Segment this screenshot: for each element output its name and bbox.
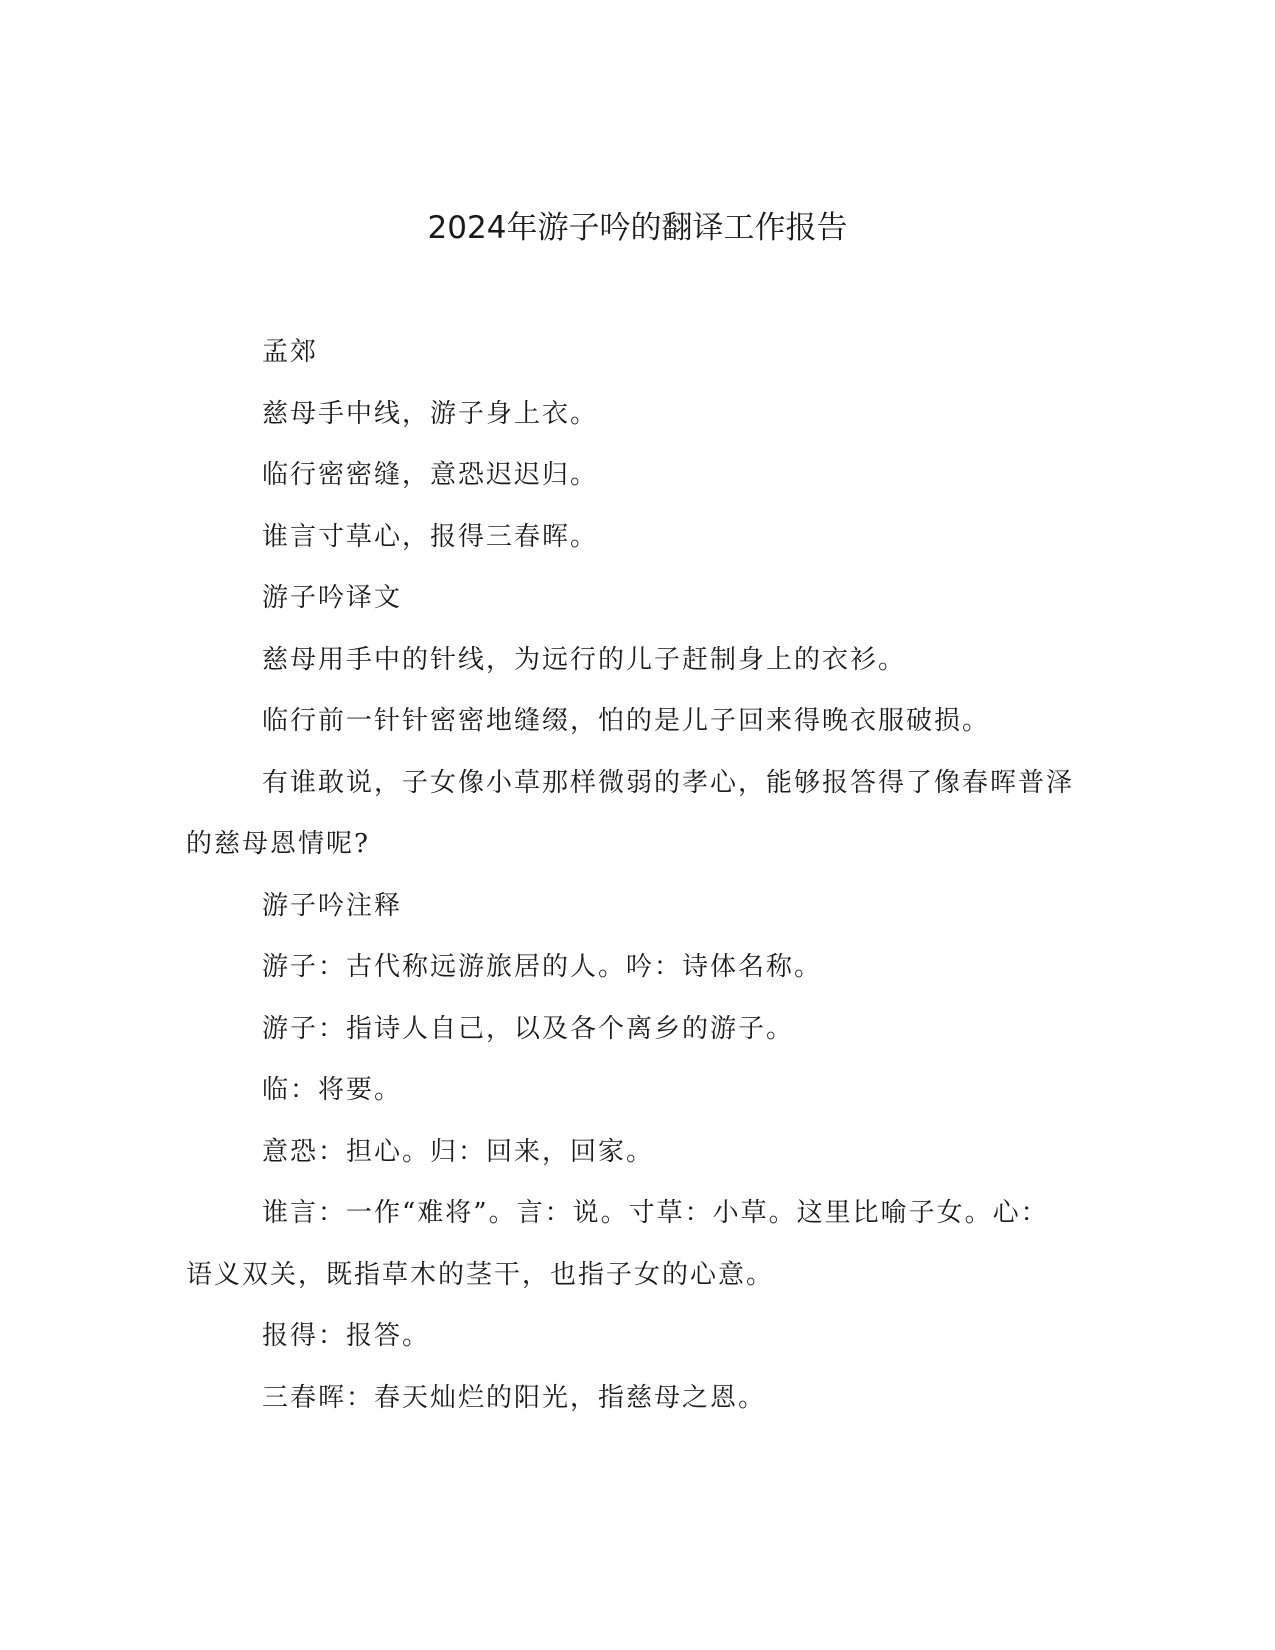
note-paragraph: 报得：报答。 (262, 1321, 431, 1351)
translation-paragraph: 慈母用手中的针线，为远行的儿子赶制身上的衣衫。 (262, 644, 907, 675)
note-paragraph: 临：将要。 (262, 1075, 403, 1105)
poem-line-3: 谁言寸草心，报得三春晖。 (262, 521, 599, 552)
author-line: 孟郊 (262, 337, 319, 367)
note-paragraph: 游子：指诗人自己，以及各个离乡的游子。 (262, 1013, 795, 1044)
notes-heading: 游子吟注释 (262, 890, 403, 921)
translation-paragraph: 有谁敢说，子女像小草那样微弱的孝心，能够报答得了像春晖普泽的慈母恩情呢? (186, 767, 1075, 859)
poem-line-1: 慈母手中线，游子身上衣。 (262, 398, 599, 429)
document-body (186, 322, 1076, 1429)
poem-line-2: 临行密密缝，意恐迟迟归。 (262, 460, 599, 490)
translation-paragraph: 临行前一针针密密地缝缀，怕的是儿子回来得晚衣服破损。 (262, 706, 991, 736)
document-title: 2024年游子吟的翻译工作报告 (427, 210, 848, 246)
translation-heading: 游子吟译文 (262, 583, 403, 613)
note-paragraph: 游子：古代称远游旅居的人。吟：诗体名称。 (262, 952, 823, 982)
note-paragraph: 谁言：一作“难将”。言：说。寸草：小草。这里比喻子女。心：语义双关，既指草木的茎干，也指子女的心意。 (186, 1198, 1049, 1290)
note-paragraph: 三春晖：春天灿烂的阳光，指慈母之恩。 (262, 1382, 767, 1413)
note-paragraph: 意恐：担心。归：回来，回家。 (262, 1136, 655, 1167)
